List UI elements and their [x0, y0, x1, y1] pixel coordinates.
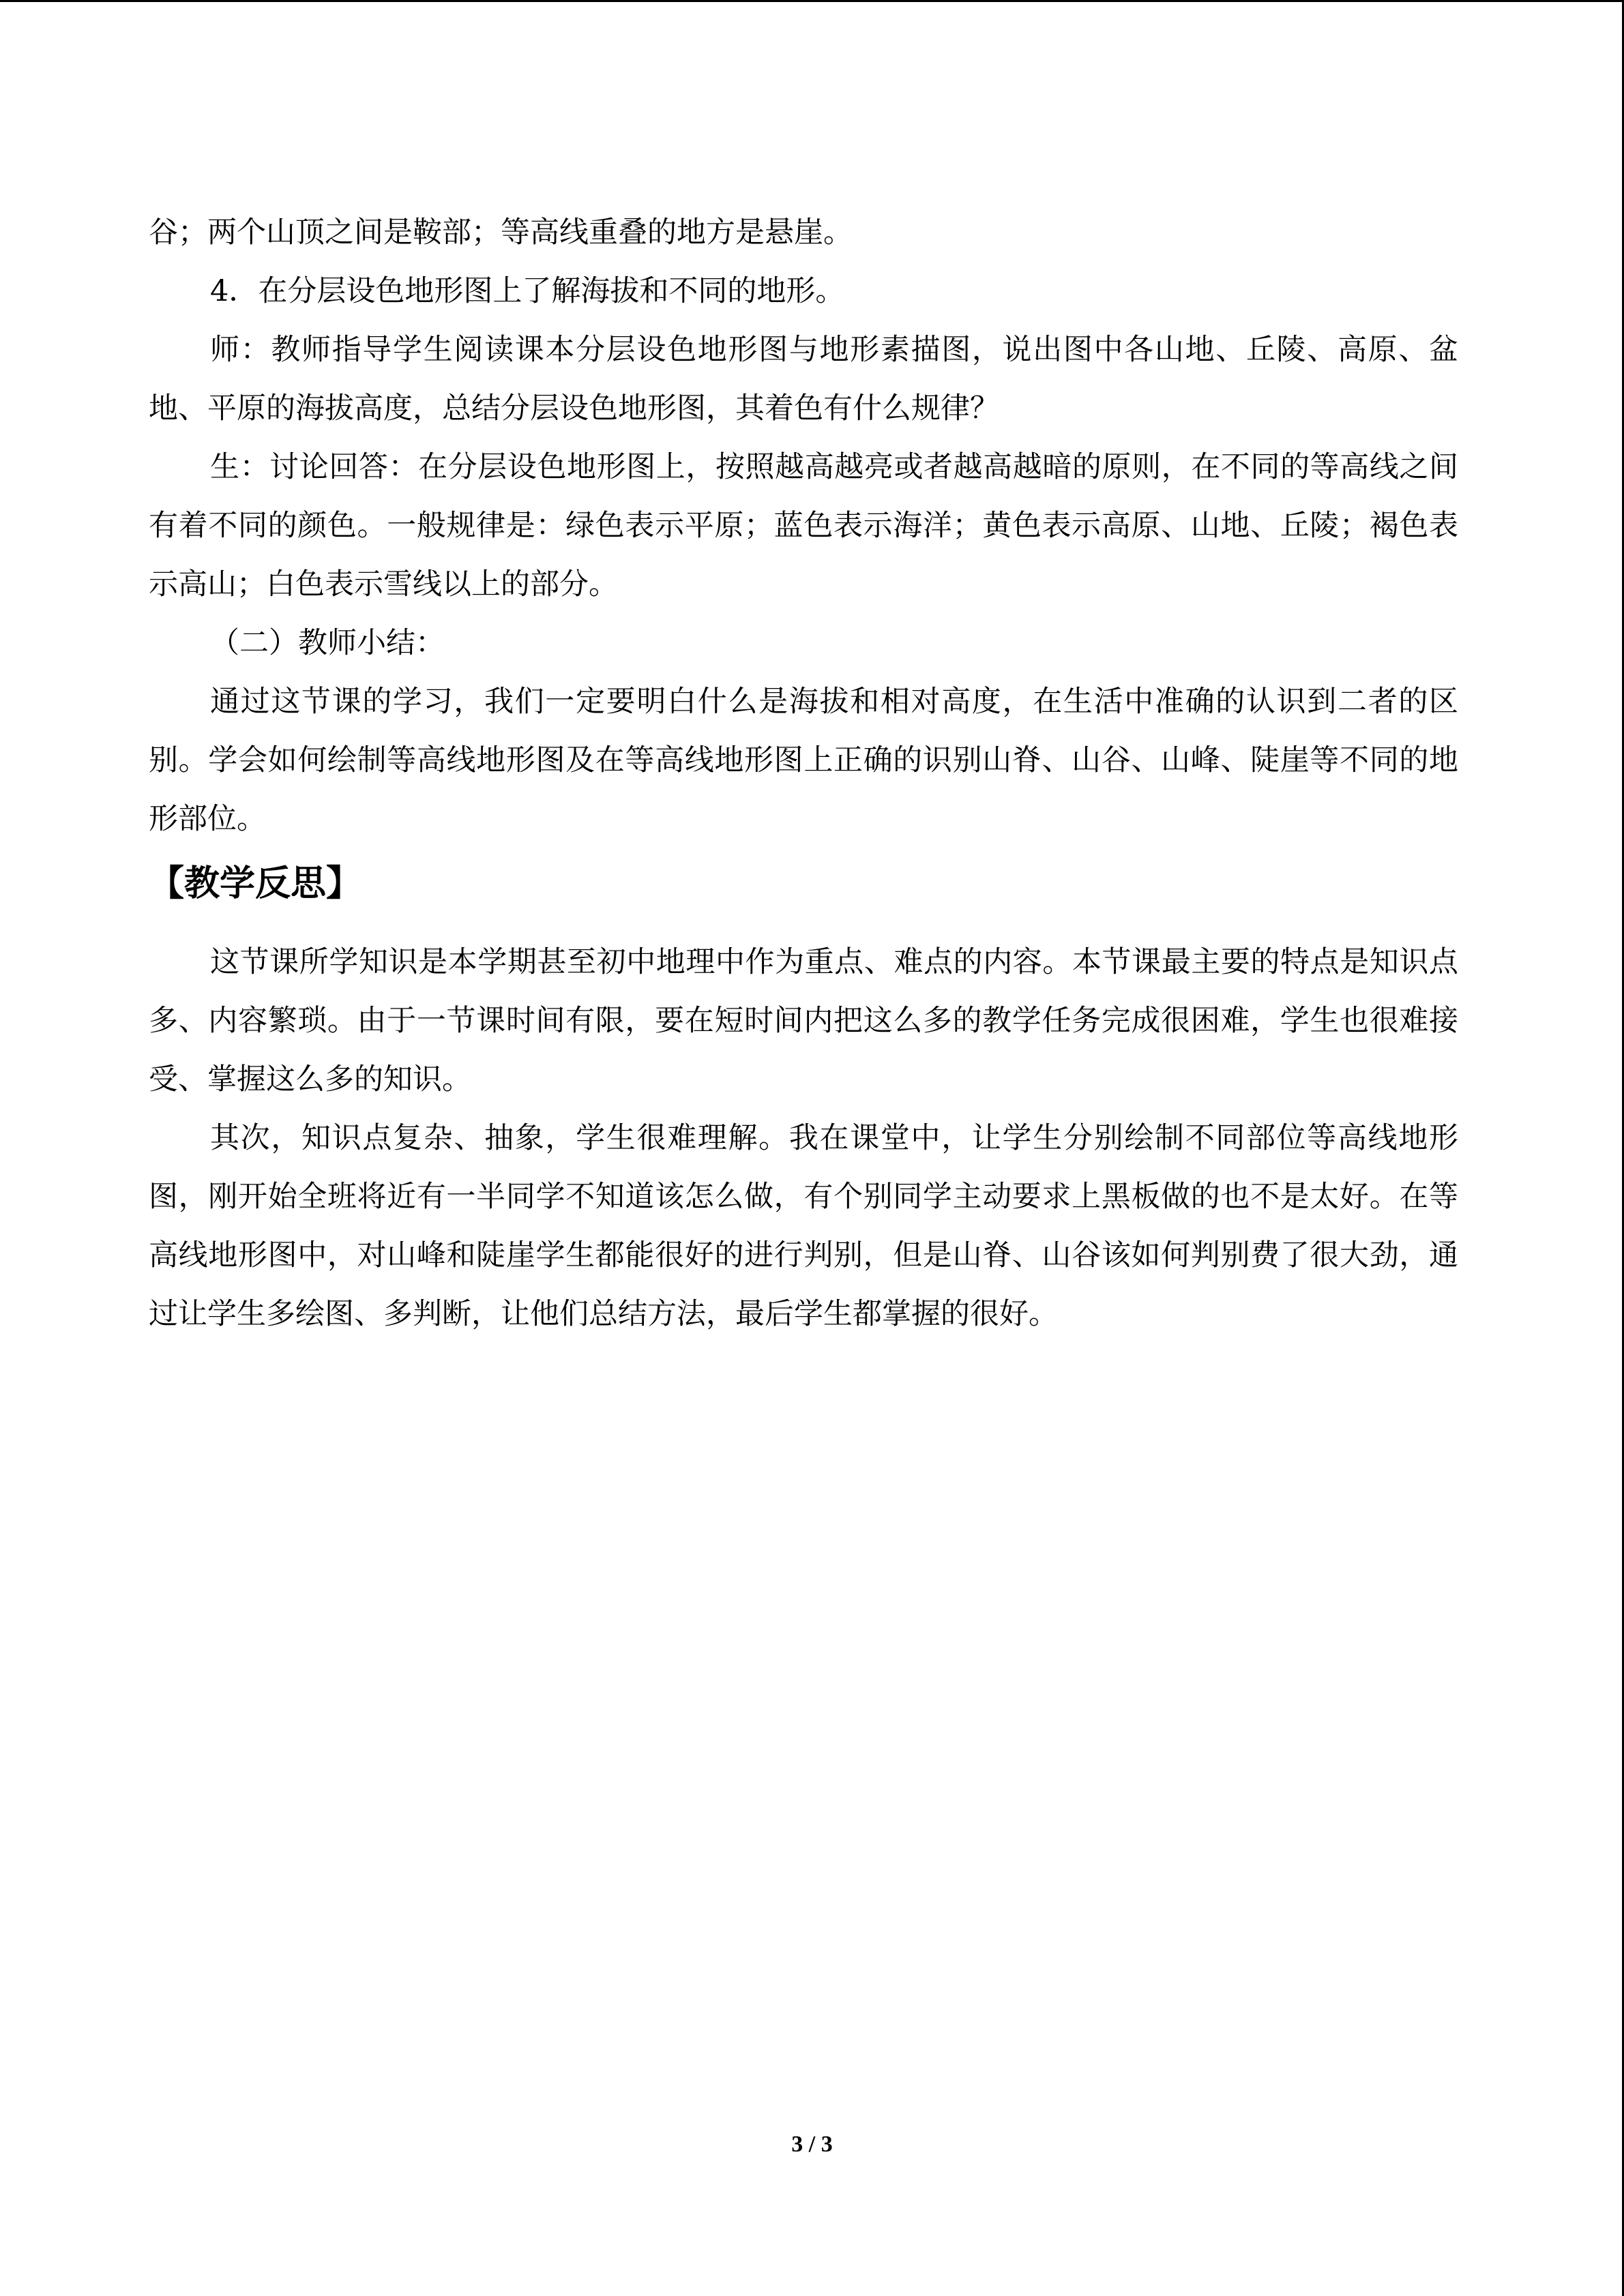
paragraph-reflection-1: 这节课所学知识是本学期甚至初中地理中作为重点、难点的内容。本节课最主要的特点是知识点多、内容繁琐。由于一节课时间有限，要在短时间内把这么多的教学任务完成很困难，学生也很难接受、掌握这么多的知识。: [149, 945, 1458, 1097]
paragraph-continuation: 谷；两个山顶之间是鞍部；等高线重叠的地方是悬崖。: [149, 215, 853, 250]
paragraph-reflection-2: 其次，知识点复杂、抽象，学生很难理解。我在课堂中，让学生分别绘制不同部位等高线地形图，刚开始全班将近有一半同学不知道该怎么做，有个别同学主动要求上黑板做的也不是太好。在等高线地形图中，对山峰和陡崖学生都能很好的进行判别，但是山脊、山谷该如何判别费了很大劲，通过让学生多绘图、多判断，让他们总结方法，最后学生都掌握的很好。: [149, 1121, 1458, 1331]
paragraph-summary: 通过这节课的学习，我们一定要明白什么是海拔和相对高度，在生活中准确的认识到二者的区别。学会如何绘制等高线地形图及在等高线地形图上正确的识别山脊、山谷、山峰、陡崖等不同的地形部位。: [149, 685, 1458, 836]
page-number: 3 / 3: [791, 2132, 833, 2157]
paragraph-student: 生：讨论回答：在分层设色地形图上，按照越高越亮或者越高越暗的原则，在不同的等高线之间有着不同的颜色。一般规律是：绿色表示平原；蓝色表示海洋；黄色表示高原、山地、丘陵；褐色表示高山；白色表示雪线以上的部分。: [149, 450, 1458, 601]
document-body: [149, 203, 1458, 1343]
paragraph-summary-title: （二）教师小结：: [210, 626, 445, 660]
paragraph-step-4: 4．在分层设色地形图上了解海拔和不同的地形。: [210, 274, 845, 308]
page-border-top: [0, 0, 1624, 2]
paragraph-teacher: 师：教师指导学生阅读课本分层设色地形图与地形素描图，说出图中各山地、丘陵、高原、盆地、平原的海拔高度，总结分层设色地形图，其着色有什么规律？: [149, 333, 1458, 426]
section-heading-reflection: 【教学反思】: [149, 863, 362, 904]
